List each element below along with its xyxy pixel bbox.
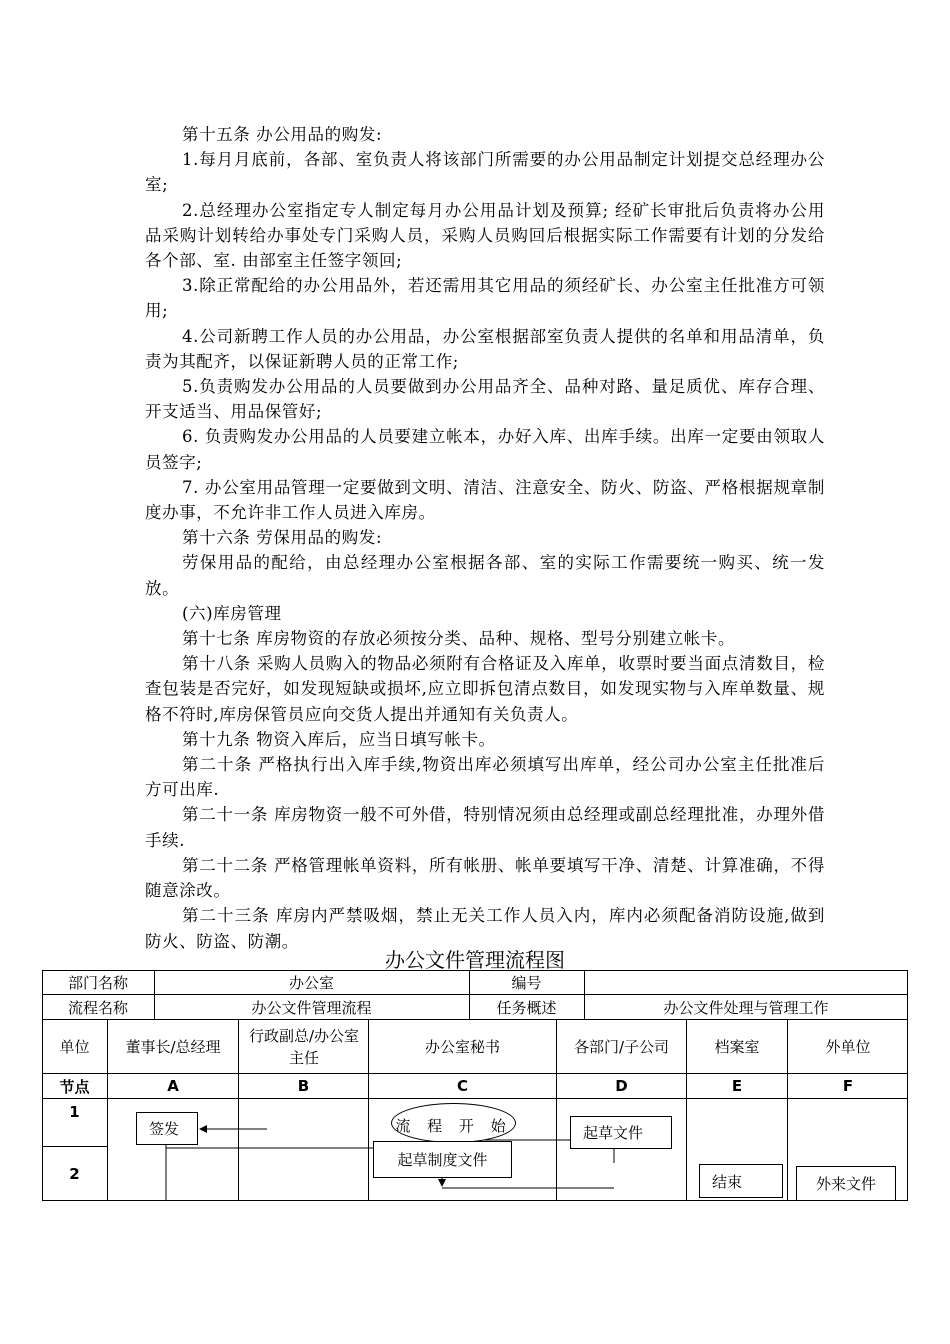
column-d: D [615, 1077, 628, 1095]
code-label: 编号 [511, 973, 542, 992]
article-15-item-1: 1.每月月底前，各部、室负责人将该部门所需要的办公用品制定计划提交总经理办公室; [145, 150, 825, 195]
regulation-text [145, 122, 825, 954]
unit-f: 外单位 [825, 1038, 871, 1056]
article-15-item-5: 5.负责购发办公用品的人员要做到办公用品齐全、品种对路、量足质优、库存合理、开支适当、用品保管好; [145, 377, 825, 422]
row-2-label: 2 [69, 1165, 80, 1183]
article-15-item-2: 2.总经理办公室指定专人制定每月办公用品计划及预算; 经矿长审批后负责将办公用品采购计划转给办事处专门采购人员，采购人员购回后根据实际工作需要有计划的分发给各个部、室. 由部室主任签字领回; [145, 200, 825, 271]
column-b: B [297, 1077, 310, 1095]
process-value: 办公文件管理流程 [251, 998, 372, 1017]
article-19: 第十九条 物资入库后，应当日填写帐卡。 [182, 729, 496, 749]
end-box: 结束 [699, 1164, 783, 1198]
process-label: 流程名称 [67, 998, 128, 1017]
sign-box: 签发 [136, 1112, 198, 1145]
column-f: F [842, 1077, 854, 1095]
column-e: E [731, 1077, 743, 1095]
external-document-box: 外来文件 [796, 1166, 896, 1201]
dept-value: 办公室 [288, 973, 334, 992]
unit-b: 行政副总/办公室主任 [248, 1026, 360, 1067]
unit-label: 单位 [59, 1038, 90, 1056]
article-17: 第十七条 库房物资的存放必须按分类、品种、规格、型号分别建立帐卡。 [182, 629, 736, 649]
article-23: 第二十三条 库房内严禁吸烟，禁止无关工作人员入内，库内必须配备消防设施,做到防火、防盗、防潮。 [145, 906, 825, 951]
article-15-heading: 第十五条 办公用品的购发: [182, 125, 383, 144]
article-16-body: 劳保用品的配给，由总经理办公室根据各部、室的实际工作需要统一购买、统一发放。 [145, 553, 825, 598]
unit-c: 办公室秘书 [424, 1038, 500, 1056]
unit-a: 董事长/总经理 [125, 1038, 221, 1056]
article-15-item-6: 6. 负责购发办公用品的人员要建立帐本，办好入库、出库手续。出库一定要由领取人员签字; [145, 427, 825, 472]
article-16-heading: 第十六条 劳保用品的购发: [182, 528, 383, 548]
code-value [584, 970, 908, 994]
section-6-heading: (六)库房管理 [182, 603, 282, 623]
dept-label: 部门名称 [67, 973, 128, 992]
flowchart-title: 办公文件管理流程图 [385, 948, 565, 972]
flowchart-table [42, 970, 908, 1202]
task-label: 任务概述 [496, 998, 557, 1017]
article-15-item-7: 7. 办公室用品管理一定要做到文明、清洁、注意安全、防火、防盗、严格根据规章制度办事，不允许非工作人员进入库房。 [145, 477, 825, 523]
unit-d: 各部门/子公司 [573, 1038, 670, 1056]
task-value: 办公文件处理与管理工作 [663, 998, 829, 1017]
column-c: C [456, 1077, 468, 1095]
article-15-item-3: 3.除正常配给的办公用品外，若还需用其它用品的须经矿长、办公室主任批准方可领用; [145, 276, 825, 321]
article-21: 第二十一条 库房物资一般不可外借，特别情况须由总经理或副总经理批准，办理外借手续. [145, 805, 825, 850]
article-20: 第二十条 严格执行出入库手续,物资出库必须填写出库单，经公司办公室主任批准后方可出库. [145, 755, 825, 800]
article-18: 第十八条 采购人员购入的物品必须附有合格证及入库单，收票时要当面点清数目，检查包装是否完好，如发现短缺或损坏,应立即拆包清点数目，如发现实物与入库单数量、规格不符时,库房保管员应向交货人提出并通知有关负责人。 [145, 654, 825, 724]
article-22: 第二十二条 严格管理帐单资料，所有帐册、帐单要填写干净、清楚、计算准确，不得随意涂改。 [145, 855, 825, 901]
process-start-oval: 流 程 开 始 [391, 1103, 516, 1143]
unit-e: 档案室 [714, 1038, 760, 1056]
draft-regulation-box: 起草制度文件 [373, 1141, 512, 1178]
draft-document-box: 起草文件 [570, 1116, 672, 1149]
column-a: A [167, 1077, 179, 1095]
row-1-label: 1 [69, 1103, 80, 1121]
article-15-item-4: 4.公司新聘工作人员的办公用品，办公室根据部室负责人提供的名单和用品清单，负责为其配齐，以保证新聘人员的正常工作; [145, 326, 825, 371]
node-label: 节点 [59, 1077, 90, 1096]
